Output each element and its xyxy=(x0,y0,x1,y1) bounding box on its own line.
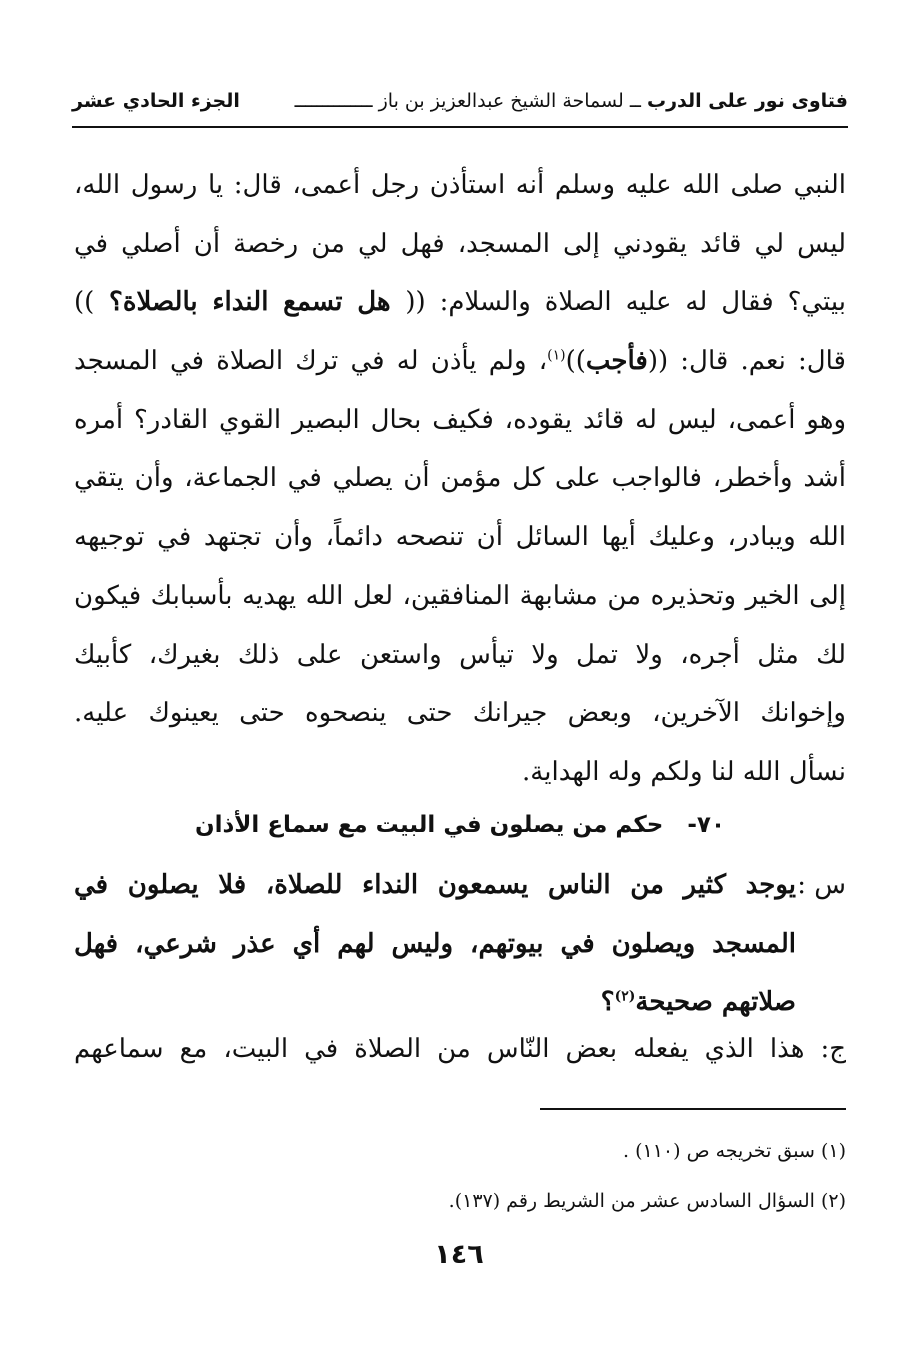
body-line-segment: )) xyxy=(74,287,95,318)
section-number: ٧٠- xyxy=(687,812,725,838)
body-line: ليس لي قائد يقودني إلى المسجد، فهل لي من رخصة أن أصلي في xyxy=(74,228,846,259)
body-line: نسأل الله لنا ولكم وله الهداية. xyxy=(522,756,846,787)
section-heading xyxy=(74,796,846,854)
footnote-rule xyxy=(540,1108,846,1110)
body-line: أشد وأخطر، فالواجب على كل مؤمن أن يصلي في الجماعة، وأن يتقي xyxy=(74,463,846,494)
body-line: وإخوانك الآخرين، وبعض جيرانك حتى ينصحوه حتى يعينوك عليه. xyxy=(74,698,846,729)
question-body xyxy=(74,856,796,1032)
header-separator: ــ xyxy=(629,90,641,112)
hadith-quote: هل تسمع النداء بالصلاة؟ xyxy=(94,287,406,318)
body-text xyxy=(74,156,846,802)
running-header xyxy=(72,84,848,118)
body-line-segment: )) xyxy=(565,346,586,377)
section-title: حكم من يصلون في البيت مع سماع الأذان xyxy=(194,812,664,838)
answer-line: ج: هذا الذي يفعله بعض النّاس من الصلاة في البيت، مع سماعهم xyxy=(74,1034,846,1064)
question-end-mark: ؟ xyxy=(600,987,615,1018)
body-line: الله ويبادر، وعليك أيها السائل أن تنصحه دائماً، وأن تجتهد في توجيهه xyxy=(74,522,846,553)
header-dash-rule: ــــــــــــــ xyxy=(294,90,373,112)
question-line: المسجد ويصلون في بيوتهم، وليس لهم أي عذر شرعي، فهل xyxy=(74,928,796,959)
header-title xyxy=(295,84,848,118)
page-number: ١٤٦ xyxy=(434,1239,484,1270)
body-line-segment: بيتي؟ فقال له عليه الصلاة والسلام: (( xyxy=(405,287,846,318)
body-line xyxy=(74,273,846,332)
body-line-segment: قال: نعم. قال: (( xyxy=(647,346,846,377)
footnote: (١) سبق تخريجه ص (١١٠) . xyxy=(623,1140,846,1162)
header-volume: الجزء الحادي عشر xyxy=(72,90,240,112)
footnote-ref: (١) xyxy=(547,347,566,364)
question-label: س : xyxy=(797,870,846,900)
body-line: لك مثل أجره، ولا تمل ولا تيأس واستعن على ذلك بغيرك، كأبيك xyxy=(74,639,846,670)
body-line-segment: ، ولم يأذن له في ترك الصلاة في المسجد xyxy=(74,346,548,377)
header-author: لسماحة الشيخ عبدالعزيز بن باز xyxy=(378,90,624,112)
body-line: إلى الخير وتحذيره من مشابهة المنافقين، لعل الله يهديه بأسبابك فيكون xyxy=(74,580,846,611)
question-block xyxy=(74,856,846,1032)
body-line xyxy=(74,332,846,391)
footnote-ref: (٢) xyxy=(614,988,636,1005)
question-line-text: صلاتهم صحيحة xyxy=(635,987,796,1018)
header-rule xyxy=(72,126,848,128)
body-line: وهو أعمى، ليس له قائد يقوده، فكيف بحال البصير القوي القادر؟ أمره xyxy=(74,404,846,435)
body-line: النبي صلى الله عليه وسلم أنه استأذن رجل أعمى، قال: يا رسول الله، xyxy=(74,170,846,200)
question-line: يوجد كثير من الناس يسمعون النداء للصلاة، فلا يصلون في xyxy=(74,870,796,900)
footnote: (٢) السؤال السادس عشر من الشريط رقم (١٣٧). xyxy=(448,1190,846,1212)
header-book-title: فتاوى نور على الدرب xyxy=(647,90,848,112)
footnotes xyxy=(74,1126,846,1226)
hadith-quote: فأجب xyxy=(585,346,648,377)
